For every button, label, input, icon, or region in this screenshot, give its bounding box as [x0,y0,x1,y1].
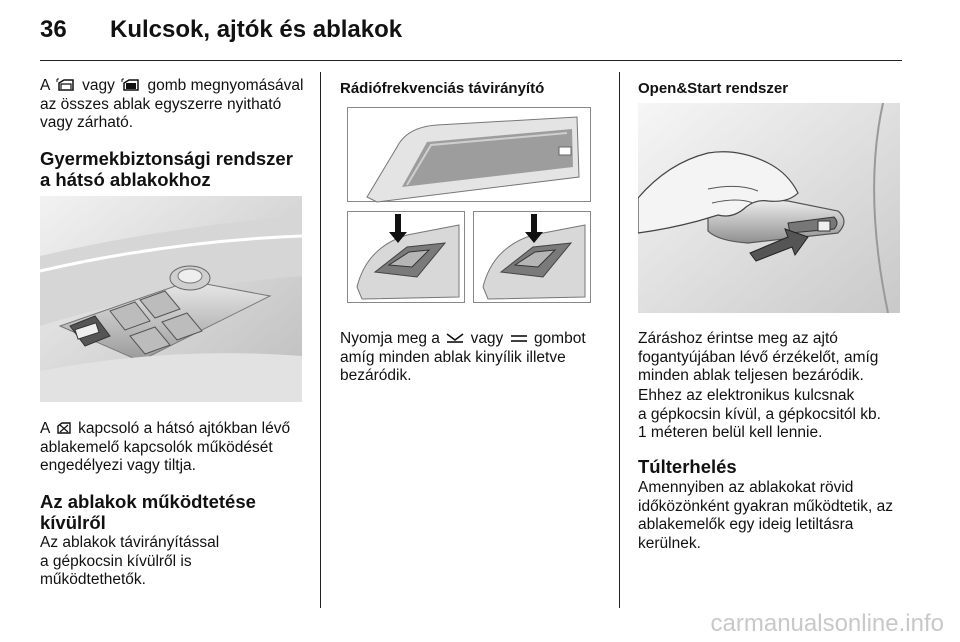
column-divider-right [619,72,620,608]
page-number: 36 [40,16,67,43]
remote-control-paragraph: Nyomja meg a vagy gombot amíg minden ablak kinyílik illetve bezáródik. [340,330,586,384]
heading-overload: Túlterhelés [638,456,737,477]
window-close-icon [121,77,141,96]
window-open-icon [56,77,76,96]
remote-control-illustration [347,107,591,303]
open-start-paragraph-2: Ehhez az elektronikus kulcsnak a gépkocsin kívül, a gépkocsitól kb. 1 méteren belül kell lennie. [638,387,881,441]
intro-paragraph: A vagy gomb megnyomásával az összes ablak egyszerre nyitható vagy zárható. [40,77,304,131]
header-rule [40,60,902,61]
column-divider-left [320,72,321,608]
open-start-paragraph-1: Záráshoz érintse meg az ajtó fogantyújában lévő érzékelőt, amíg minden ablak teljesen bezáródik. [638,330,879,384]
door-handle-illustration [638,103,900,313]
lock-button-icon [510,330,528,349]
heading-open-start: Open&Start rendszer [638,80,789,97]
page-title: Kulcsok, ajtók és ablakok [110,16,403,43]
overload-paragraph: Amennyiben az ablakokat rövid időközönként gyakran működtetik, az ablakemelők egy ideig letiltásra kerülnek. [638,479,894,552]
heading-child-safety: Gyermekbiztonsági rendszer a hátsó ablakokhoz [40,148,293,190]
window-switch-illustration [40,196,302,402]
heading-outside-operation: Az ablakok működtetése kívülről [40,491,256,533]
unlock-button-icon [446,330,464,349]
outside-operation-paragraph: Az ablakok távirányítással a gépkocsin kívülről is működtethetők. [40,534,220,588]
child-lock-paragraph: A kapcsoló a hátsó ajtókban lévő ablakemelő kapcsolók működését engedélyezi vagy tiltja. [40,420,291,474]
child-lock-switch-icon [56,420,72,439]
heading-remote-control: Rádiófrekvenciás távirányító [340,80,545,97]
watermark: carmanualsonline.info [710,610,944,637]
